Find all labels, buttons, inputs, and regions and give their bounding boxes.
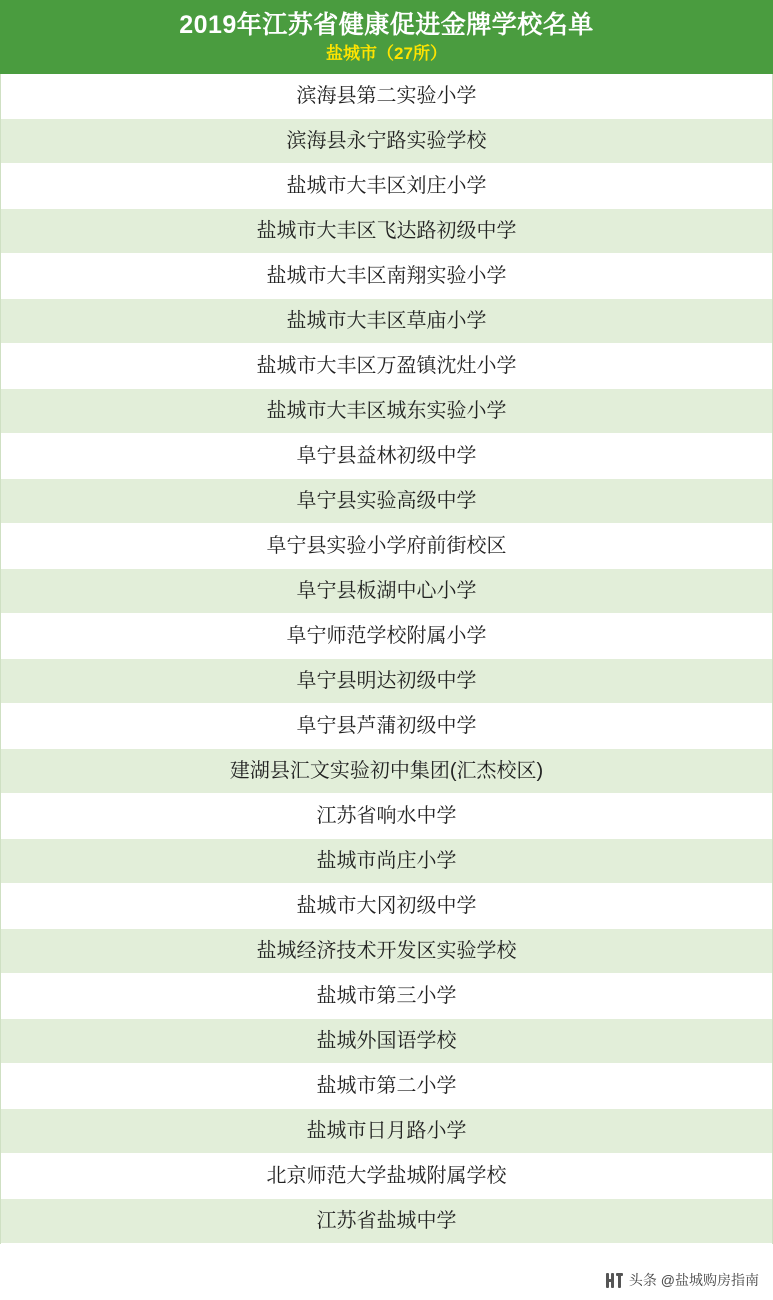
watermark-label: 头条 @盐城购房指南 [628,1272,759,1288]
list-item: 盐城市大丰区万盈镇沈灶小学 [1,344,772,389]
page-title: 2019年江苏省健康促进金牌学校名单 [179,11,594,39]
watermark [602,1268,763,1292]
list-item: 江苏省盐城中学 [1,1199,772,1244]
document-header [0,0,773,74]
list-item: 盐城市大冈初级中学 [1,884,772,929]
list-item: 阜宁县明达初级中学 [1,659,772,704]
list-item: 盐城市大丰区南翔实验小学 [1,254,772,299]
list-item: 盐城市日月路小学 [1,1109,772,1154]
list-item: 盐城市第三小学 [1,974,772,1019]
list-item: 盐城市尚庄小学 [1,839,772,884]
list-item: 阜宁县实验小学府前街校区 [1,524,772,569]
list-item: 盐城经济技术开发区实验学校 [1,929,772,974]
list-item: 阜宁县板湖中心小学 [1,569,772,614]
list-item: 盐城市大丰区草庙小学 [1,299,772,344]
list-item: 盐城市大丰区刘庄小学 [1,164,772,209]
list-item: 滨海县永宁路实验学校 [1,119,772,164]
list-item: 北京师范大学盐城附属学校 [1,1154,772,1199]
list-item: 建湖县汇文实验初中集团(汇杰校区) [1,749,772,794]
list-item: 滨海县第二实验小学 [1,74,772,119]
toutiao-icon [606,1272,623,1289]
list-item: 盐城外国语学校 [1,1019,772,1064]
list-item: 阜宁县芦蒲初级中学 [1,704,772,749]
list-item: 江苏省响水中学 [1,794,772,839]
list-item: 盐城市大丰区飞达路初级中学 [1,209,772,254]
list-item: 阜宁县实验高级中学 [1,479,772,524]
list-item: 阜宁县益林初级中学 [1,434,772,479]
list-item: 盐城市第二小学 [1,1064,772,1109]
list-item: 阜宁师范学校附属小学 [1,614,772,659]
list-item: 盐城市大丰区城东实验小学 [1,389,772,434]
page-subtitle: 盐城市（27所） [326,44,447,63]
school-list [0,74,773,1244]
